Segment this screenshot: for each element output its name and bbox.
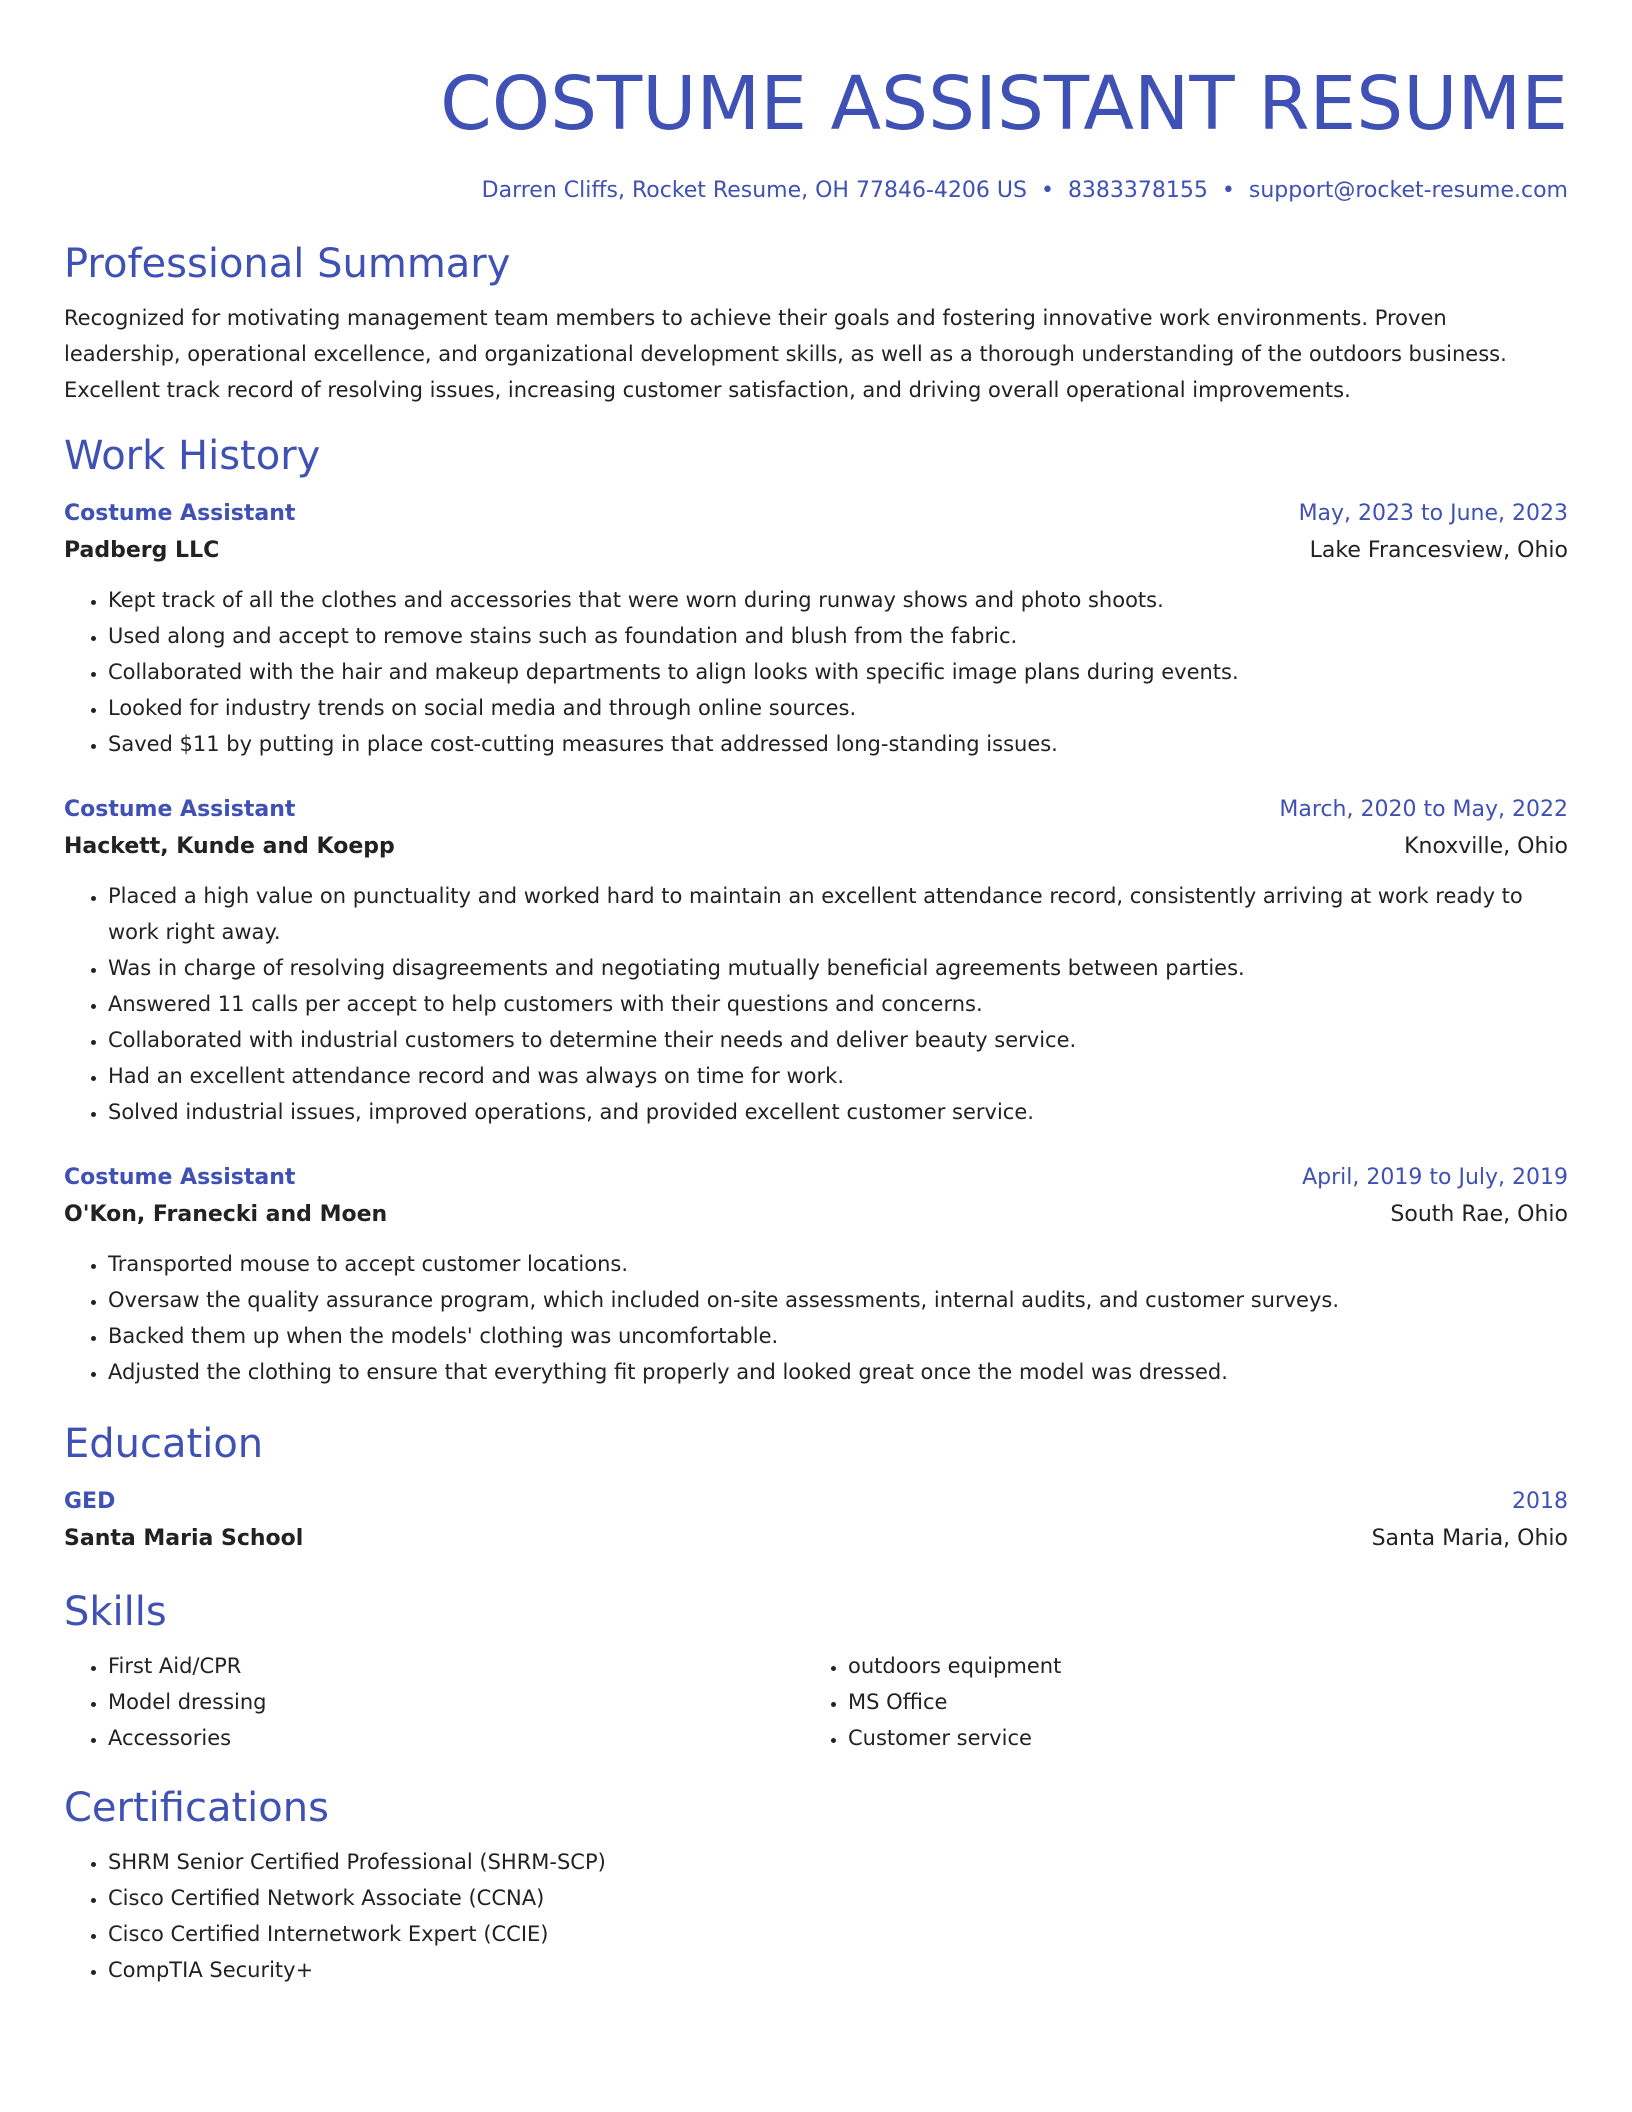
job-bullet: • Kept track of all the clothes and accessories that were worn during runway shows and photo shoots. (108, 582, 1568, 618)
section-heading-work-history: Work History (64, 433, 321, 479)
job-bullet: • Had an excellent attendance record and was always on time for work. (108, 1058, 1568, 1094)
resume-title: COSTUME ASSISTANT RESUME (440, 61, 1568, 147)
work-entry-header (64, 496, 1568, 532)
certification-item: • Cisco Certified Internetwork Expert (CCIE) (108, 1916, 1568, 1952)
job-bullet: • Backed them up when the models' clothing was uncomfortable. (108, 1318, 1568, 1354)
education-entry-subheader (64, 1520, 1568, 1558)
degree: GED (64, 1489, 116, 1514)
work-entry (64, 792, 1568, 1130)
skill-item: • Model dressing (108, 1684, 804, 1720)
job-dates: May, 2023 to June, 2023 (1298, 501, 1568, 526)
section-heading-summary: Professional Summary (64, 241, 511, 287)
resume-page (64, 0, 1568, 1988)
school-name: Santa Maria School (64, 1526, 304, 1551)
job-bullets (64, 1246, 1568, 1390)
certification-item: • Cisco Certified Network Associate (CCNA) (108, 1880, 1568, 1916)
job-dates: March, 2020 to May, 2022 (1279, 797, 1568, 822)
work-entry-header (64, 1160, 1568, 1196)
job-bullet: • Looked for industry trends on social media and through online sources. (108, 690, 1568, 726)
job-title: Costume Assistant (64, 797, 296, 822)
job-location: Knoxville, Ohio (1404, 834, 1568, 859)
skill-item: • First Aid/CPR (108, 1648, 804, 1684)
skills-list (804, 1648, 1544, 1756)
contact-separator: • (1221, 178, 1235, 203)
company-name: Padberg LLC (64, 538, 220, 563)
certifications-list (64, 1844, 1568, 1988)
section-heading-skills: Skills (64, 1589, 167, 1635)
job-bullet: • Collaborated with industrial customers to determine their needs and deliver beauty service. (108, 1022, 1568, 1058)
skill-item: • MS Office (848, 1684, 1544, 1720)
work-entry (64, 1160, 1568, 1390)
skill-item: • Customer service (848, 1720, 1544, 1756)
job-bullet: • Was in charge of resolving disagreements and negotiating mutually beneficial agreements between parties. (108, 950, 1568, 986)
contact-address: Darren Cliffs, Rocket Resume, OH 77846-4206 US (481, 178, 1027, 203)
education-year: 2018 (1512, 1489, 1568, 1514)
company-name: Hackett, Kunde and Koepp (64, 834, 395, 859)
skills-columns (64, 1648, 1568, 1756)
work-entry-subheader (64, 1196, 1568, 1234)
skill-item: • Accessories (108, 1720, 804, 1756)
job-bullets (64, 878, 1568, 1130)
section-heading-education: Education (64, 1421, 264, 1467)
job-bullet: • Adjusted the clothing to ensure that everything fit properly and looked great once the model was dressed. (108, 1354, 1568, 1390)
education-entry (64, 1484, 1568, 1558)
work-entry-subheader (64, 828, 1568, 866)
section-heading-certifications: Certifications (64, 1785, 329, 1831)
job-bullet: • Collaborated with the hair and makeup departments to align looks with specific image plans during events. (108, 654, 1568, 690)
job-title: Costume Assistant (64, 501, 296, 526)
school-location: Santa Maria, Ohio (1371, 1526, 1568, 1551)
job-bullet: • Transported mouse to accept customer locations. (108, 1246, 1568, 1282)
job-bullet: • Saved $11 by putting in place cost-cutting measures that addressed long-standing issues. (108, 726, 1568, 762)
work-entry (64, 496, 1568, 762)
skills-column-right (804, 1648, 1544, 1756)
company-name: O'Kon, Franecki and Moen (64, 1202, 388, 1227)
job-bullets (64, 582, 1568, 762)
job-location: Lake Francesview, Ohio (1309, 538, 1568, 563)
job-location: South Rae, Ohio (1390, 1202, 1568, 1227)
skills-list (64, 1648, 804, 1756)
skill-item: • outdoors equipment (848, 1648, 1544, 1684)
contact-email: support@rocket-resume.com (1248, 178, 1568, 203)
job-bullet: • Answered 11 calls per accept to help customers with their questions and concerns. (108, 986, 1568, 1022)
job-bullet: • Placed a high value on punctuality and worked hard to maintain an excellent attendance record, consistently arriving at work ready to work right away. (108, 878, 1568, 950)
certification-item: • SHRM Senior Certified Professional (SHRM-SCP) (108, 1844, 1568, 1880)
summary-text: Recognized for motivating management team members to achieve their goals and fostering innovative work environments. Proven leadership, operational excellence, and organizational development skills, as well as a thorough understanding of the outdoors business. Excellent track record of resolving issues, increasing customer satisfaction, and driving overall operational improvements. (64, 306, 1507, 402)
job-dates: April, 2019 to July, 2019 (1302, 1165, 1568, 1190)
job-title: Costume Assistant (64, 1165, 296, 1190)
skills-column-left (64, 1648, 804, 1756)
work-entry-header (64, 792, 1568, 828)
work-entry-subheader (64, 532, 1568, 570)
contact-phone: 8383378155 (1067, 178, 1208, 203)
education-entry-header (64, 1484, 1568, 1520)
job-bullet: • Oversaw the quality assurance program, which included on-site assessments, internal audits, and customer surveys. (108, 1282, 1568, 1318)
contact-line (64, 174, 1568, 208)
job-bullet: • Used along and accept to remove stains such as foundation and blush from the fabric. (108, 618, 1568, 654)
certification-item: • CompTIA Security+ (108, 1952, 1568, 1988)
job-bullet: • Solved industrial issues, improved operations, and provided excellent customer service. (108, 1094, 1568, 1130)
contact-separator: • (1040, 178, 1054, 203)
